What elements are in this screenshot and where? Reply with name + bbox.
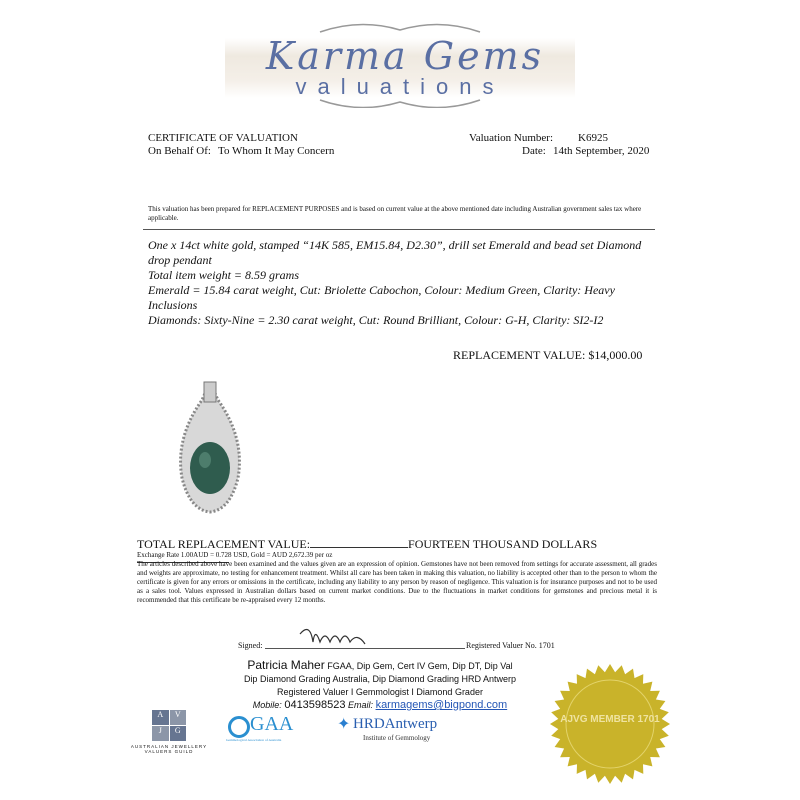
total-words: FOURTEEN THOUSAND DOLLARS xyxy=(408,537,598,551)
valuer-name: Patricia Maher xyxy=(247,658,325,672)
logo-sub: valuations xyxy=(295,74,505,99)
desc-line: One x 14ct white gold, stamped “14K 585, EM15.84, D2.30”, drill set Emerald and bead set Diamond drop pendant xyxy=(148,238,642,267)
ajvg-letter: G xyxy=(170,726,187,741)
date: 14th September, 2020 xyxy=(553,145,650,157)
hrd-star-icon: ✦ xyxy=(337,716,351,733)
date-label: Date: xyxy=(522,145,546,157)
ajvg-logo xyxy=(152,710,186,741)
behalf-value: To Whom It May Concern xyxy=(218,145,335,157)
hrd-logo: HRDAntwerp xyxy=(353,716,438,732)
notice: This valuation has been prepared for REPLACEMENT PURPOSES and is based on current value at the above mentioned date including Australian government sales tax where applicable. xyxy=(148,205,642,222)
seal-text: AJVG MEMBER 1701 xyxy=(560,714,660,725)
desc-line: Emerald = 15.84 carat weight, Cut: Briolette Cabochon, Colour: Medium Green, Clarity: Heavy Inclusions xyxy=(148,283,615,312)
gaa-logo: GAA xyxy=(250,713,294,735)
signed-label: Signed: xyxy=(238,641,263,650)
desc-line: Total item weight = 8.59 grams xyxy=(148,268,300,282)
behalf-label: On Behalf Of: xyxy=(148,145,211,157)
mobile-label: Mobile: xyxy=(252,700,282,710)
mobile: 0413598523 xyxy=(284,699,346,711)
hrd-sub: Institute of Gemmology xyxy=(363,734,431,742)
total-label: TOTAL REPLACEMENT VALUE: xyxy=(137,537,311,551)
divider xyxy=(143,229,655,230)
item-description xyxy=(148,238,648,328)
ajvg-letter: J xyxy=(152,726,169,741)
exchange-rate: Exchange Rate 1.00AUD = 0.728 USD, Gold = AUD 2,672.39 per oz xyxy=(137,551,333,559)
gold-seal xyxy=(545,660,675,785)
registered-number: Registered Valuer No. 1701 xyxy=(466,641,555,650)
valuer-quals: FGAA, Dip Gem, Cert IV Gem, Dip DT, Dip Val xyxy=(327,661,513,671)
valuer-line3: Registered Valuer I Gemmologist I Diamond Grader xyxy=(277,687,483,697)
logo-brand: Karma Gems xyxy=(265,34,545,78)
gaa-diamond-icon xyxy=(228,716,250,738)
valuer-line2: Dip Diamond Grading Australia, Dip Diamond Grading HRD Antwerp xyxy=(243,674,517,684)
ajvg-letter: A xyxy=(152,710,169,725)
valuation-number-label: Valuation Number: xyxy=(469,132,554,144)
desc-line: Diamonds: Sixty-Nine = 2.30 carat weight, Cut: Round Brilliant, Colour: G-H, Clarity: SI2-I2 xyxy=(148,313,604,327)
email-label: Email: xyxy=(348,700,374,710)
replacement-value: REPLACEMENT VALUE: $14,000.00 xyxy=(453,348,643,362)
gaa-sub: Gemmological Association of Australia xyxy=(226,738,282,742)
valuer-details xyxy=(200,659,560,712)
signature-image xyxy=(295,622,385,652)
email-link[interactable]: karmagems@bigpond.com xyxy=(375,699,508,711)
disclaimer: The articles described above have been examined and the values given are an expression of opinion. Gemstones have not been removed from settings for accurate assessment, all grades and weights are approximate, no testing for enhancement treatment. Whilst all care has been taken in making this valuation, no liability is accepted other than to the person to whom the certificate is given for any errors or omissions in the certificate, including any liability to any person by reason of negligence. This valuation is for insurance purposes and not to be used as a sales tool. Values expressed in Australian dollars based on current market conditions. Due to the fluctuations in market conditions for gemstones and precious metal it is recommended that this certificate be re-appraised every 12 months. xyxy=(137,560,657,604)
pendant-photo xyxy=(170,378,250,518)
ajvg-letter: V xyxy=(170,710,187,725)
ajvg-name: AUSTRALIAN JEWELLERY VALUERS GUILD xyxy=(130,744,208,754)
cert-title: CERTIFICATE OF VALUATION xyxy=(148,132,298,144)
valuation-number: K6925 xyxy=(578,132,608,144)
